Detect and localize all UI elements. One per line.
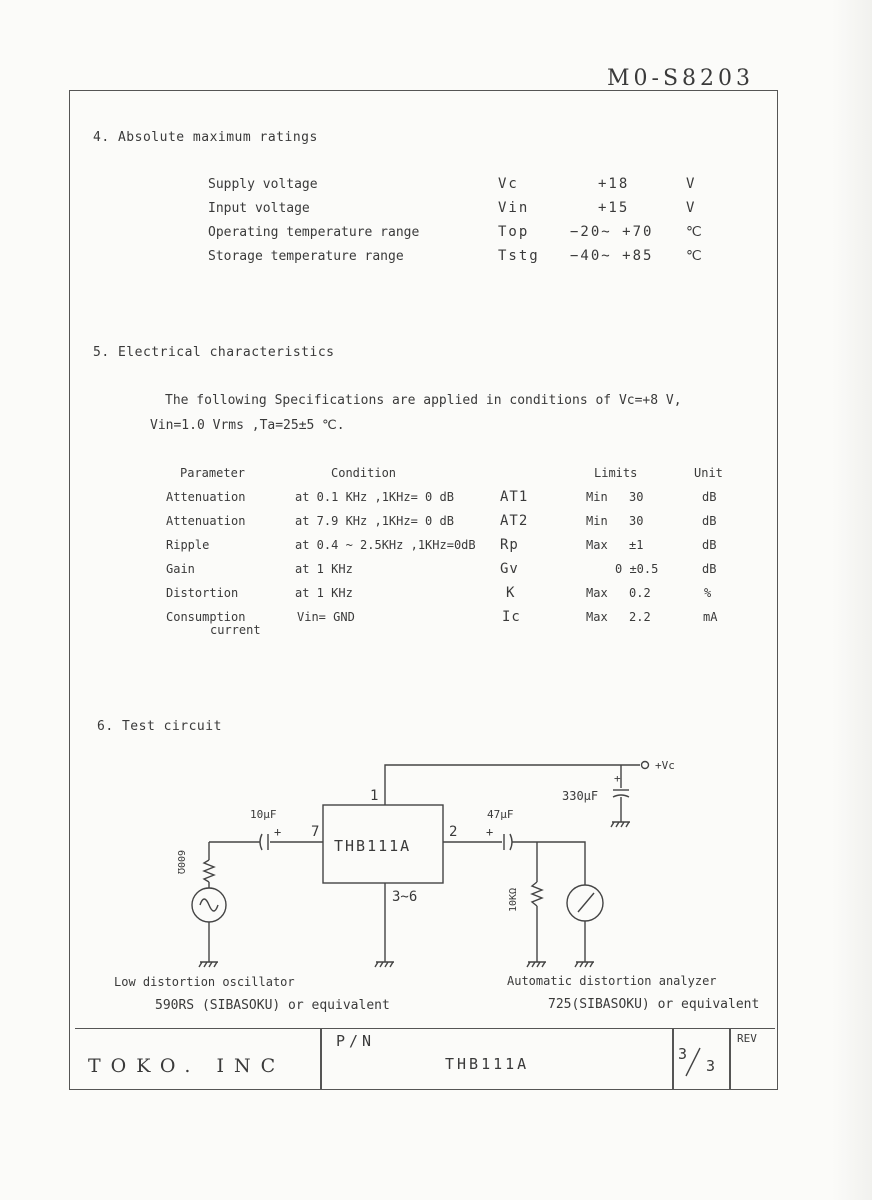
ec-limit-type: Min (586, 514, 608, 528)
supply-label: +Vc (655, 759, 675, 772)
ec-limit-value: 30 (629, 514, 644, 528)
ec-symbol: Rp (500, 537, 519, 553)
ec-condition: at 0.4 ~ 2.5KHz ,1KHz=0dB (295, 538, 476, 552)
ec-param: Attenuation (166, 514, 246, 528)
rating-value: −40~ +85 (570, 248, 654, 264)
rating-unit: ℃ (686, 248, 703, 264)
rev-label: REV (737, 1032, 757, 1045)
ec-param: Consumption (166, 610, 246, 624)
section-5-title: 5. Electrical characteristics (93, 345, 335, 360)
c-in-label: 10μF (250, 808, 277, 821)
pin-1-label: 1 (370, 788, 379, 804)
header-condition: Condition (331, 466, 397, 480)
pin-3-6-label: 3~6 (392, 889, 418, 905)
ec-limit-value: 0 ±0.5 (615, 562, 659, 576)
ec-limit-value: ±1 (629, 538, 644, 552)
rating-param: Storage temperature range (208, 249, 404, 264)
ec-param: Ripple (166, 538, 210, 552)
analyzer-label: Automatic distortion analyzer (507, 974, 717, 988)
ec-condition: Vin= GND (297, 610, 355, 624)
rating-unit: ℃ (686, 224, 703, 240)
ec-symbol: AT2 (500, 513, 529, 529)
ec-unit: dB (702, 514, 717, 528)
ec-param-line2: current (210, 623, 261, 637)
rating-symbol: Tstg (498, 248, 540, 264)
rating-symbol: Top (498, 224, 530, 240)
ec-limit-value: 2.2 (629, 610, 651, 624)
ec-condition: at 1 KHz (295, 562, 353, 576)
r-load-label: 10KΩ (508, 887, 519, 912)
r-in-label: 600Ω (175, 850, 186, 875)
section-4-title: 4. Absolute maximum ratings (93, 130, 318, 145)
ec-param: Gain (166, 562, 195, 576)
rating-param: Input voltage (208, 201, 310, 216)
ec-symbol: Gv (500, 561, 519, 577)
rating-param: Supply voltage (208, 177, 318, 192)
company-name: TOKO. INC (88, 1055, 286, 1077)
ec-condition: at 1 KHz (295, 586, 353, 600)
page-total: 3 (706, 1057, 716, 1075)
c-out-plus: + (486, 825, 494, 839)
page-number: 3 (678, 1045, 688, 1063)
oscillator-model: 590RS (SIBASOKU) or equivalent (155, 998, 390, 1013)
ec-param: Attenuation (166, 490, 246, 504)
rating-symbol: Vc (498, 176, 519, 192)
ec-limit-type: Max (586, 610, 608, 624)
ec-symbol: Ic (502, 609, 521, 625)
section-6-title: 6. Test circuit (97, 719, 222, 734)
rating-value: +15 (598, 200, 630, 216)
pn-label: P/N (336, 1032, 376, 1050)
ec-limit-type: Max (586, 538, 608, 552)
c-supply-plus: + (614, 772, 621, 785)
ec-unit: mA (703, 610, 718, 624)
c-supply-label: 330μF (562, 789, 599, 803)
c-out-label: 47μF (487, 808, 514, 821)
ec-limit-value: 30 (629, 490, 644, 504)
ec-unit: dB (702, 490, 717, 504)
header-parameter: Parameter (180, 466, 246, 480)
ec-limit-value: 0.2 (629, 586, 651, 600)
ec-condition: at 0.1 KHz ,1KHz= 0 dB (295, 490, 454, 504)
rating-unit: V (686, 200, 696, 216)
rating-param: Operating temperature range (208, 225, 420, 240)
ec-limit-type: Max (586, 586, 608, 600)
c-in-plus: + (274, 825, 282, 839)
analyzer-model: 725(SIBASOKU) or equivalent (548, 997, 760, 1012)
fraction-slash (686, 1048, 700, 1076)
rating-value: +18 (598, 176, 630, 192)
rating-symbol: Vin (498, 200, 530, 216)
ec-unit: % (704, 586, 712, 600)
ec-unit: dB (702, 562, 717, 576)
rating-unit: V (686, 176, 696, 192)
ec-symbol: K (506, 585, 516, 601)
ec-limit-type: Min (586, 490, 608, 504)
ec-unit: dB (702, 538, 717, 552)
header-limits: Limits (594, 466, 638, 480)
conditions-line-1: The following Specifications are applied in conditions of Vc=+8 V, (165, 393, 682, 408)
ec-condition: at 7.9 KHz ,1KHz= 0 dB (295, 514, 454, 528)
oscillator-label: Low distortion oscillator (114, 975, 295, 989)
conditions-line-2: Vin=1.0 Vrms ,Ta=25±5 ℃. (150, 418, 345, 433)
rating-value: −20~ +70 (570, 224, 654, 240)
document-number: M0-S8203 (607, 66, 755, 91)
pin-2-label: 2 (449, 824, 458, 840)
header-unit: Unit (694, 466, 723, 480)
ic-label: THB111A (334, 837, 412, 855)
ec-symbol: AT1 (500, 489, 529, 505)
pin-7-label: 7 (311, 824, 320, 840)
pn-value: THB111A (445, 1055, 530, 1073)
ec-param: Distortion (166, 586, 239, 600)
